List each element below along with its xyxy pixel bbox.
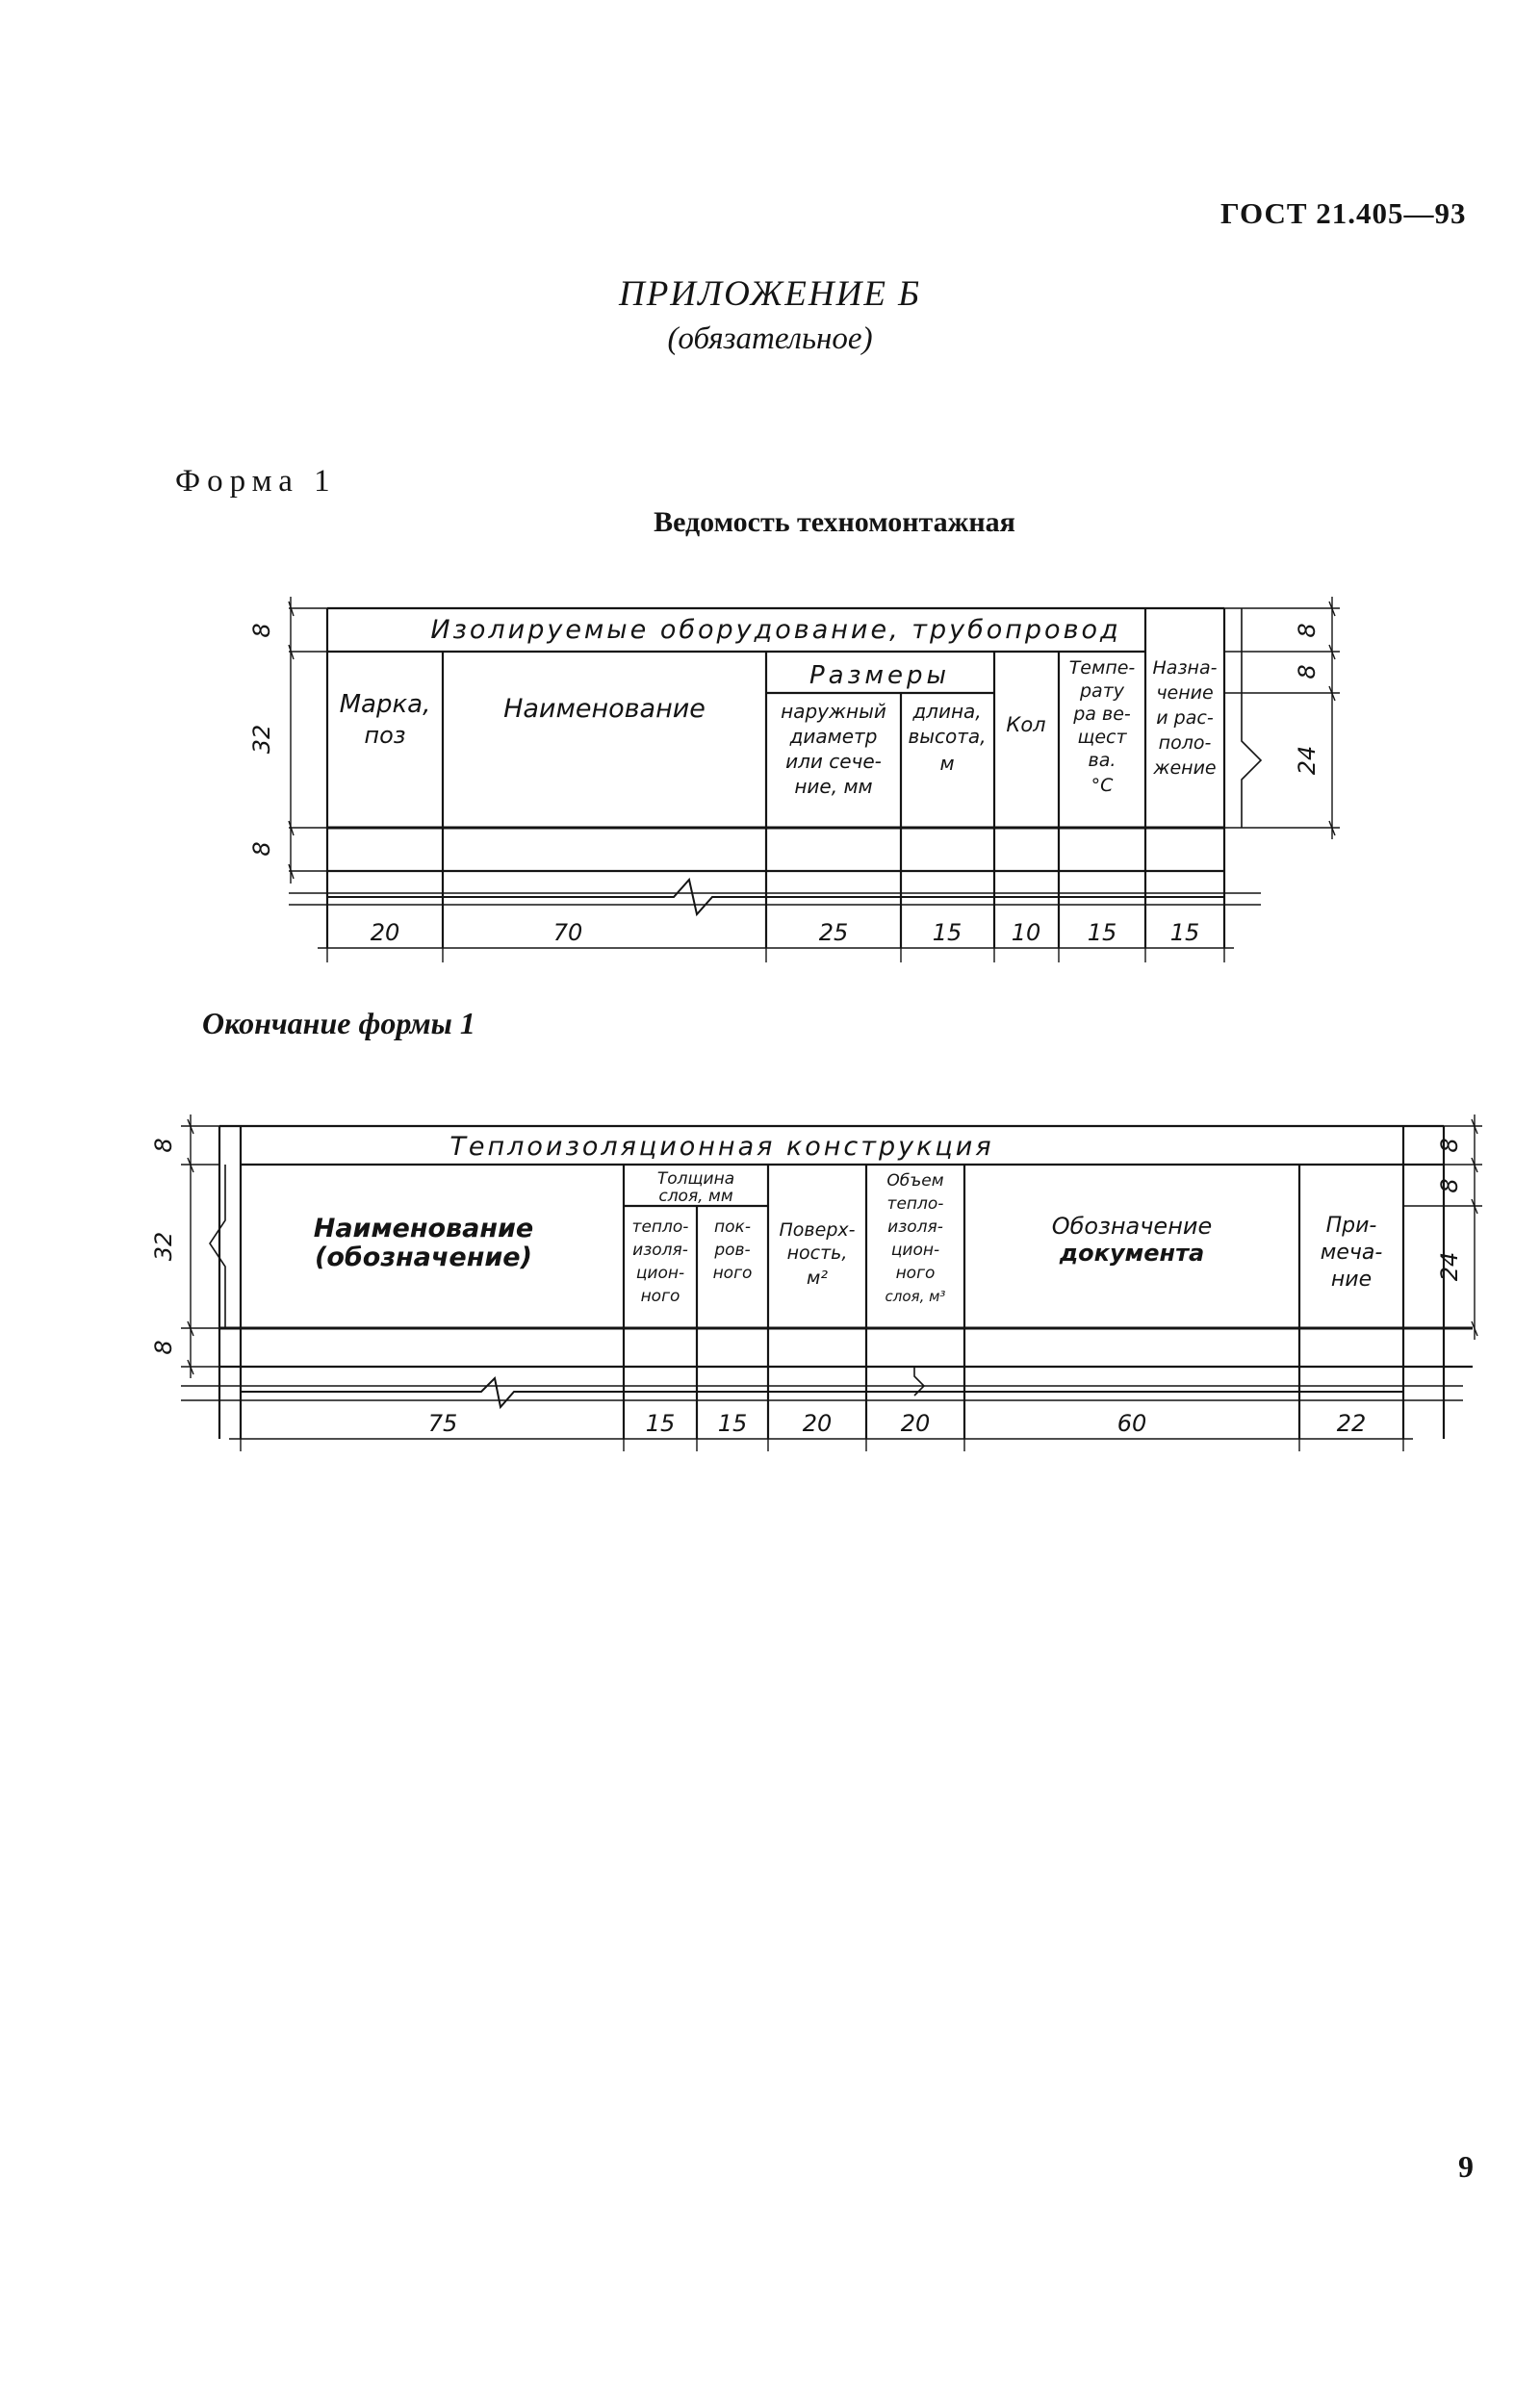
end-col-document-line2: документа	[1059, 1240, 1205, 1267]
height-label: 8	[248, 841, 275, 857]
col-length-line3: м	[939, 752, 955, 775]
height-label: 24	[1436, 1251, 1463, 1282]
end-col-volume-line3: изоля-	[887, 1217, 943, 1237]
form1-end-group-header: Теплоизоляционная конструкция	[449, 1132, 994, 1162]
width-label: 15	[932, 919, 962, 946]
form-title: Ведомость техномонтажная	[654, 506, 1015, 538]
width-label: 25	[818, 919, 849, 946]
col-length-line2: высота,	[908, 725, 987, 748]
end-col-surface-line1: Поверх-	[779, 1219, 856, 1241]
col-diameter-line1: наружный	[781, 700, 886, 723]
end-col-volume-line1: Объем	[886, 1171, 944, 1191]
end-col-note-line3: ние	[1330, 1268, 1373, 1292]
end-col-surface-line3: м²	[807, 1268, 828, 1289]
end-col-cover-line3: ного	[712, 1264, 753, 1283]
page-number: 9	[1458, 2149, 1474, 2184]
height-label: 8	[248, 623, 275, 638]
width-label: 20	[900, 1410, 931, 1437]
width-label: 15	[1169, 919, 1200, 946]
height-label: 8	[1294, 623, 1321, 638]
end-col-thermal-line4: ного	[640, 1287, 680, 1306]
end-col-thermal-line1: тепло-	[631, 1217, 689, 1237]
width-label: 60	[1116, 1410, 1147, 1437]
col-temp-line5: ва.	[1088, 750, 1116, 771]
height-label: 8	[150, 1138, 177, 1153]
col-qty: Кол	[1006, 713, 1046, 736]
width-label: 75	[427, 1410, 458, 1437]
end-col-surface-line2: ность,	[786, 1243, 848, 1264]
col-purpose-line3: и рас-	[1156, 707, 1214, 729]
col-length-line1: длина,	[912, 700, 982, 723]
height-label: 8	[1294, 664, 1321, 679]
standard-code: ГОСТ 21.405—93	[1220, 196, 1467, 230]
col-purpose-line1: Назна-	[1152, 657, 1218, 679]
col-temp-line3: ра ве-	[1073, 704, 1131, 725]
col-purpose-line5: жение	[1153, 757, 1217, 779]
end-col-cover-line2: ров-	[714, 1241, 751, 1260]
col-temp-line4: щест	[1077, 727, 1127, 748]
width-label: 15	[1087, 919, 1117, 946]
height-label: 32	[150, 1231, 177, 1262]
width-label: 10	[1011, 919, 1041, 946]
form1-group-header: Изолируемые оборудование, трубопровод	[430, 615, 1121, 645]
col-name: Наименование	[503, 694, 706, 724]
form-end-label: Окончание формы 1	[202, 1006, 475, 1040]
width-label: 20	[370, 919, 400, 946]
end-col-note-line1: При-	[1325, 1214, 1377, 1238]
height-label: 8	[1436, 1178, 1463, 1193]
col-mark-line2: поз	[364, 722, 406, 749]
width-label: 15	[645, 1410, 676, 1437]
end-col-thickness-line2: слоя, мм	[658, 1187, 733, 1206]
col-purpose-line2: чение	[1156, 682, 1214, 704]
end-col-volume-line5: ного	[895, 1264, 936, 1283]
col-mark-line1: Марка,	[339, 690, 431, 719]
height-label: 8	[150, 1340, 177, 1355]
end-col-volume-line2: тепло-	[886, 1194, 944, 1214]
end-col-document-line1: Обозначение	[1051, 1213, 1213, 1240]
end-col-thickness-line1: Толщина	[656, 1169, 735, 1189]
col-diameter-line4: ние, мм	[794, 775, 873, 798]
end-col-name-line2: (обозначение)	[315, 1243, 532, 1272]
end-col-name-line1: Наименование	[313, 1214, 534, 1243]
col-diameter-line2: диаметр	[789, 725, 878, 748]
height-label: 8	[1436, 1138, 1463, 1153]
col-temp-line1: Темпе-	[1068, 657, 1136, 679]
width-label: 20	[802, 1410, 833, 1437]
width-label: 22	[1336, 1410, 1367, 1437]
height-label: 24	[1294, 745, 1321, 776]
width-label: 70	[552, 919, 583, 946]
col-diameter-line3: или сече-	[785, 750, 882, 773]
height-label: 32	[248, 724, 275, 755]
col-temp-line6: °С	[1091, 775, 1114, 796]
col-temp-line2: рату	[1079, 680, 1125, 702]
width-label: 15	[717, 1410, 748, 1437]
appendix-subtitle: (обязательное)	[667, 321, 873, 356]
form-label: Форма 1	[175, 464, 337, 499]
end-col-thermal-line3: цион-	[635, 1264, 685, 1283]
form1-sizes-header: Размеры	[808, 661, 951, 690]
end-col-thermal-line2: изоля-	[632, 1241, 688, 1260]
appendix-title: ПРИЛОЖЕНИЕ Б	[618, 274, 922, 314]
end-col-cover-line1: пок-	[714, 1217, 751, 1237]
col-purpose-line4: поло-	[1158, 732, 1212, 754]
end-col-volume-line6: слоя, м³	[885, 1288, 946, 1305]
end-col-note-line2: меча-	[1320, 1241, 1383, 1265]
end-col-volume-line4: цион-	[890, 1241, 940, 1260]
